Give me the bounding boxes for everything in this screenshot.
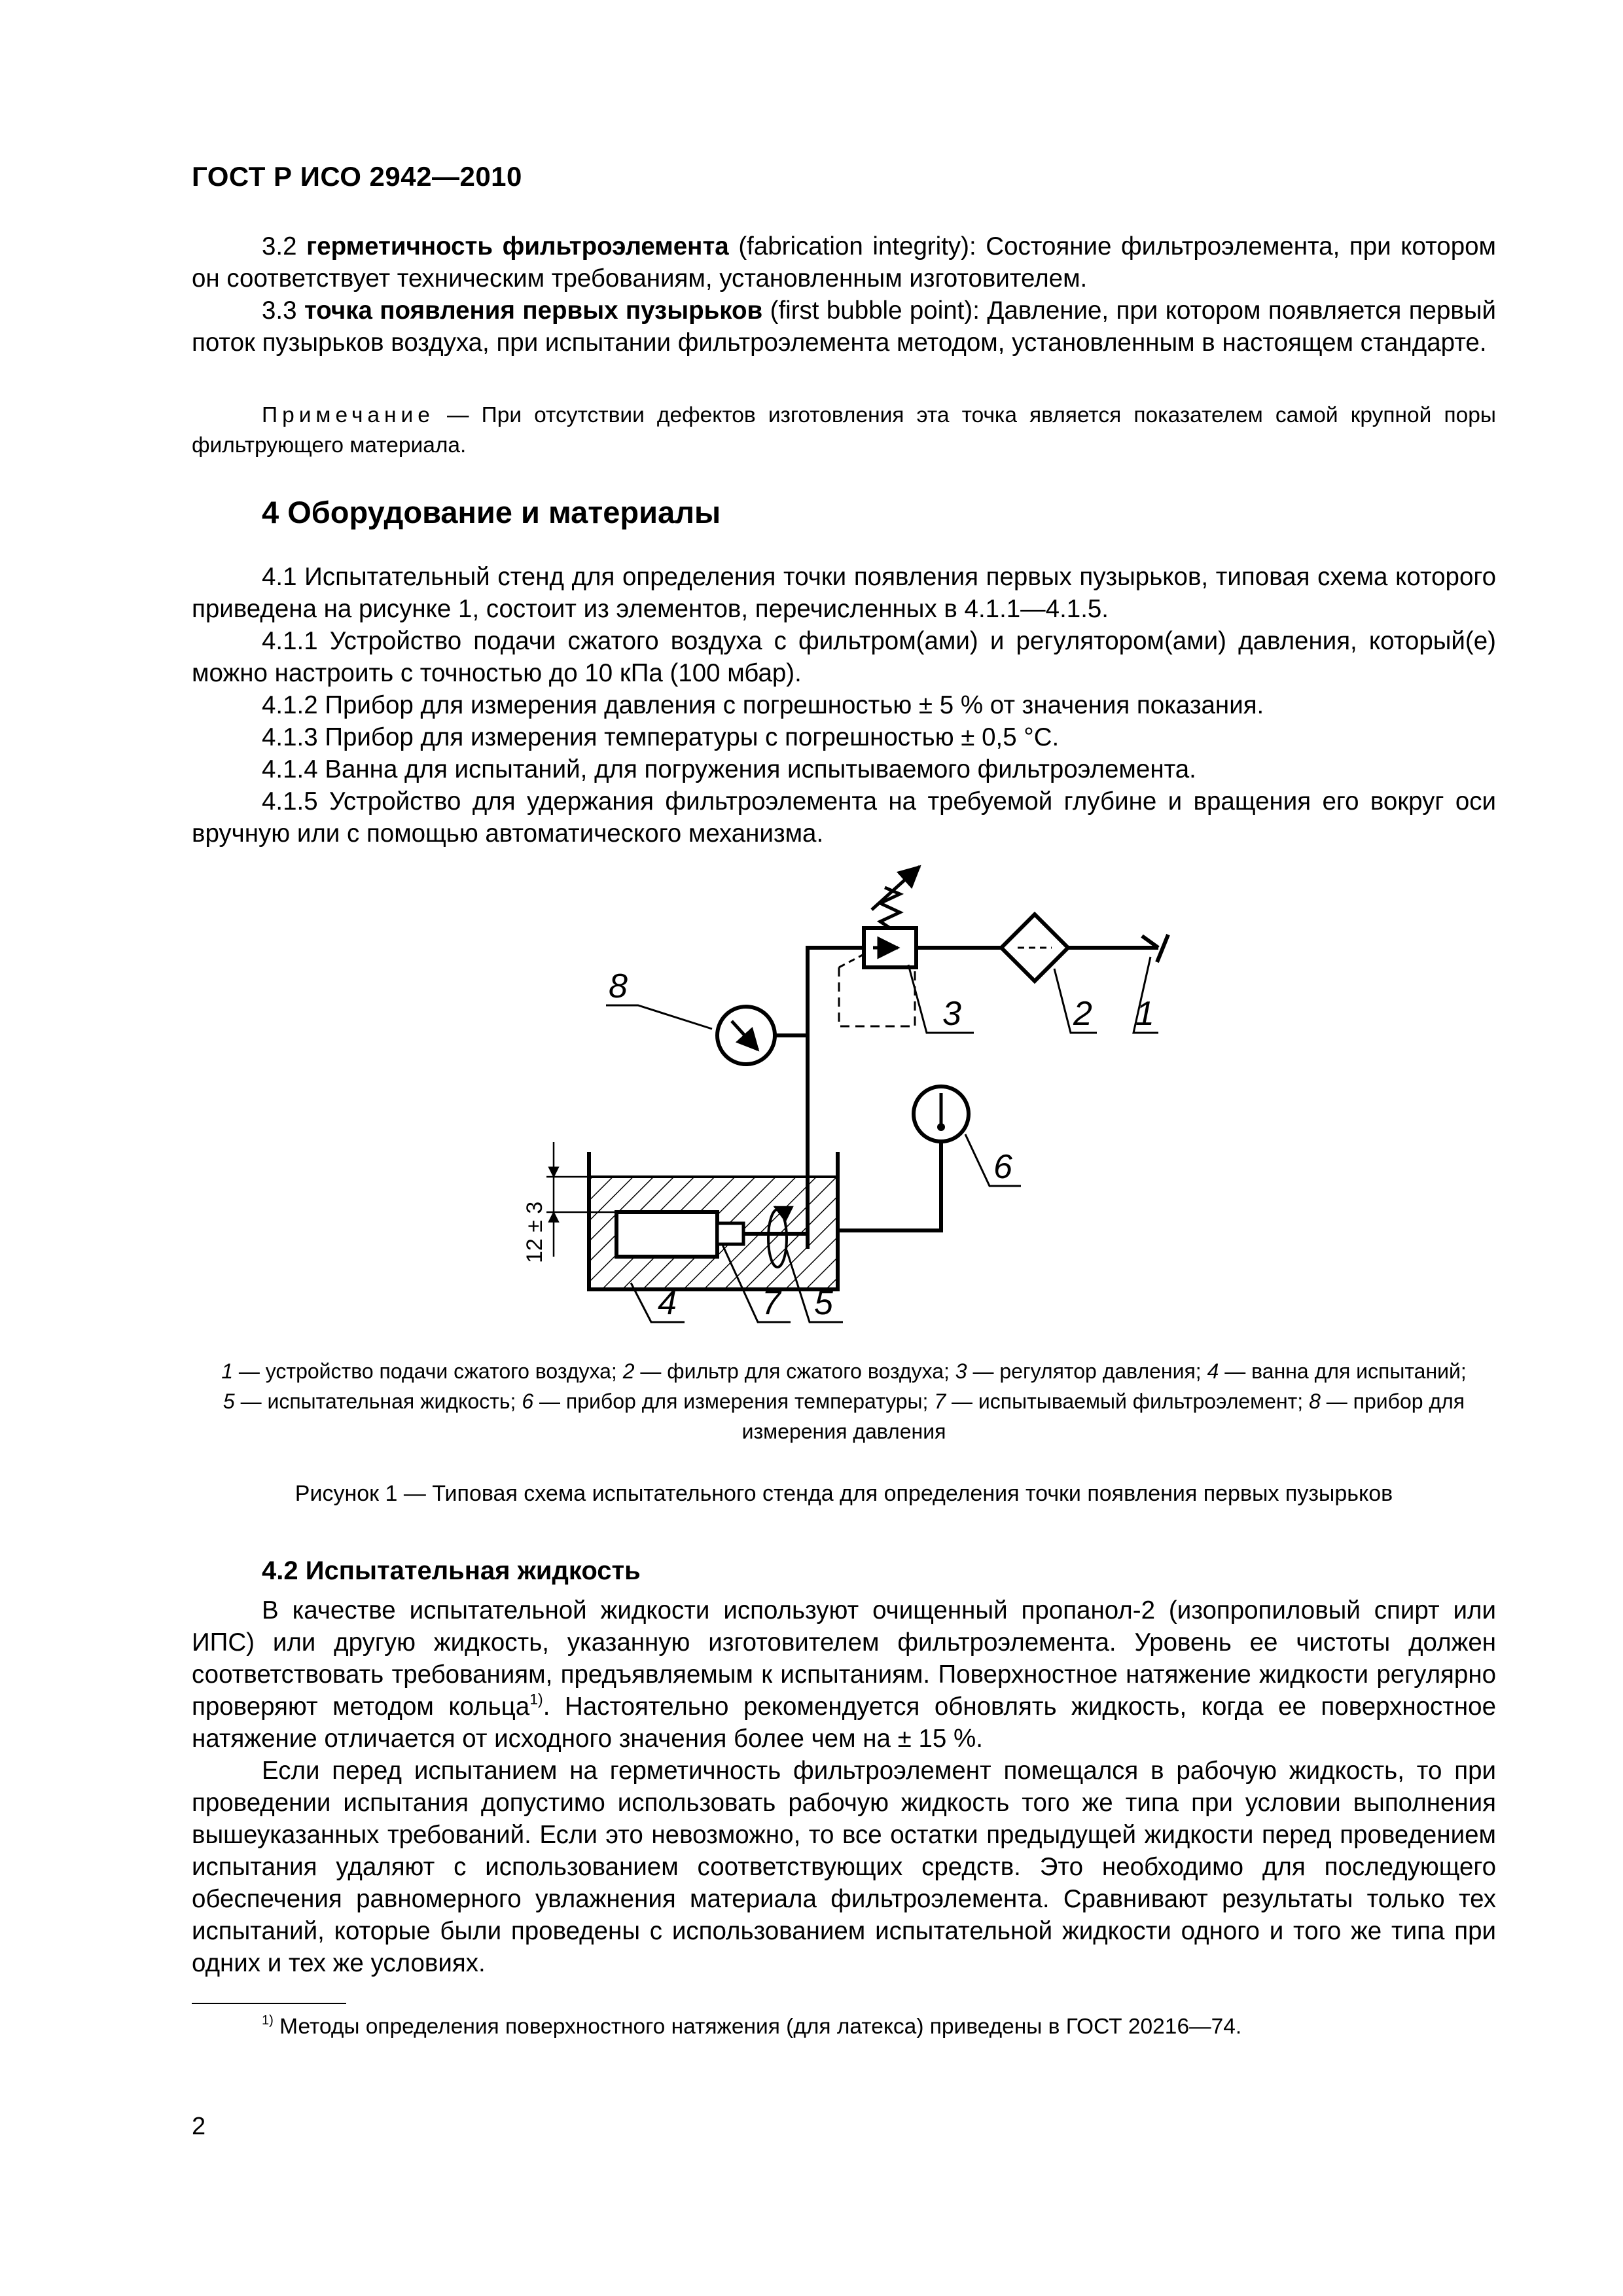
depth-label: 12 ± 3 [522, 1201, 547, 1263]
page-number: 2 [192, 2113, 206, 2140]
section-4-2-title: 4.2 Испытательная жидкость [262, 1556, 641, 1585]
air-supply-line [806, 948, 1158, 1249]
footnote: $^{1)}$ Методы определения поверхностного натяжения (для латекса) приведены в ГОСТ 20216—74. [262, 2013, 1242, 2039]
definition-note: Примечание — При отсутствии дефектов изготовления эта точка является показателем самой крупной поры фильтрующего материала. [192, 403, 1496, 457]
label-1: 1 [1135, 995, 1154, 1033]
label-4: 4 [658, 1284, 677, 1322]
para-4-1-1: 4.1.1 Устройство подачи сжатого воздуха с фильтром(ами) и регулятором(ами) давления, который(е) можно настроить с точностью до 10 кПа (100 мбар). [192, 627, 1496, 687]
para-4-1-4: 4.1.4 Ванна для испытаний, для погружения испытываемого фильтроэлемента. [262, 755, 1196, 783]
figure-title: Рисунок 1 — Типовая схема испытательного стенда для определения точки появления первых пузырьков [294, 1481, 1393, 1506]
document-header: ГОСТ Р ИСО 2942—2010 [192, 161, 522, 192]
label-2: 2 [1073, 995, 1092, 1033]
para-4-1-3: 4.1.3 Прибор для измерения температуры с погрешностью ± 0,5 °С. [262, 723, 1060, 751]
test-stand-diagram [497, 864, 1230, 1348]
label-3: 3 [942, 995, 961, 1033]
definition-3-3: 3.3 точка появления первых пузырьков (first bubble point): Давление, при котором появляется первый поток пузырьков воздуха, при испытании фильтроэлемента методом, установленным в настоящем стандарте. [192, 296, 1496, 357]
para-4-1-2: 4.1.2 Прибор для измерения давления с погрешностью ± 5 % от значения показания. [262, 691, 1264, 719]
figure-legend: 1 — устройство подачи сжатого воздуха; 2 — фильтр для сжатого воздуха; 3 — регулятор давления; 4 — ванна для испытаний; 5 — испытательная жидкость; 6 — прибор для измерения температуры; 7 — испытываемый фильтроэлемент; 8 — прибор для измерения давления [221, 1359, 1467, 1443]
label-7: 7 [762, 1284, 781, 1322]
para-4-2-1: В качестве испытательной жидкости используют очищенный пропанол-2 (изопропиловый спирт или ИПС) или другую жидкость, указанную изготовителем фильтроэлемента. Уровень ее чистоты должен соответствовать требованиям, предъявляемым к испытаниям. Поверхностное натяжение жидкости регулярно проверяют методом кольца$^{1)}$. Настоятельно рекомендуется обновлять жидкость, когда ее поверхностное натяжение отличается от исходного значения более чем на ± 15 %. [192, 1596, 1496, 1753]
definition-3-2: 3.2 герметичность фильтроэлемента (fabrication integrity): Состояние фильтроэлемента, при котором он соответствует техническим требованиям, установленным изготовителем. [192, 232, 1496, 293]
para-4-2-2: Если перед испытанием на герметичность фильтроэлемент помещался в рабочую жидкость, то при проведении испытания допустимо использовать рабочую жидкость того же типа при условии выполнения вышеуказанных требований. Если это невозможно, то все остатки предыдущей жидкости перед проведением испытания удаляют с использованием соответствующих средств. Это необходимо для последующего обеспечения равномерного увлажнения материала фильтроэлемента. Сравнивают результаты только тех испытаний, которые были проведены с использованием испытательной жидкости одного и того же типа при одних и тех же условиях. [192, 1757, 1496, 1977]
thermometer-symbol [838, 1086, 969, 1230]
label-5: 5 [814, 1284, 833, 1322]
para-4-1: 4.1 Испытательный стенд для определения точки появления первых пузырьков, типовая схема которого приведена на рисунке 1, состоит из элементов, перечисленных в 4.1.1—4.1.5. [192, 563, 1496, 623]
label-6: 6 [993, 1148, 1012, 1186]
footnote-separator [192, 2003, 346, 2004]
section-4-title: 4 Оборудование и материалы [262, 495, 721, 529]
air-filter-symbol [1001, 914, 1068, 981]
para-4-1-5: 4.1.5 Устройство для удержания фильтроэлемента на требуемой глубине и вращения его вокруг оси вручную или с помощью автоматического механизма. [192, 787, 1496, 848]
label-8: 8 [609, 967, 628, 1005]
pressure-gauge-symbol [717, 1007, 808, 1064]
